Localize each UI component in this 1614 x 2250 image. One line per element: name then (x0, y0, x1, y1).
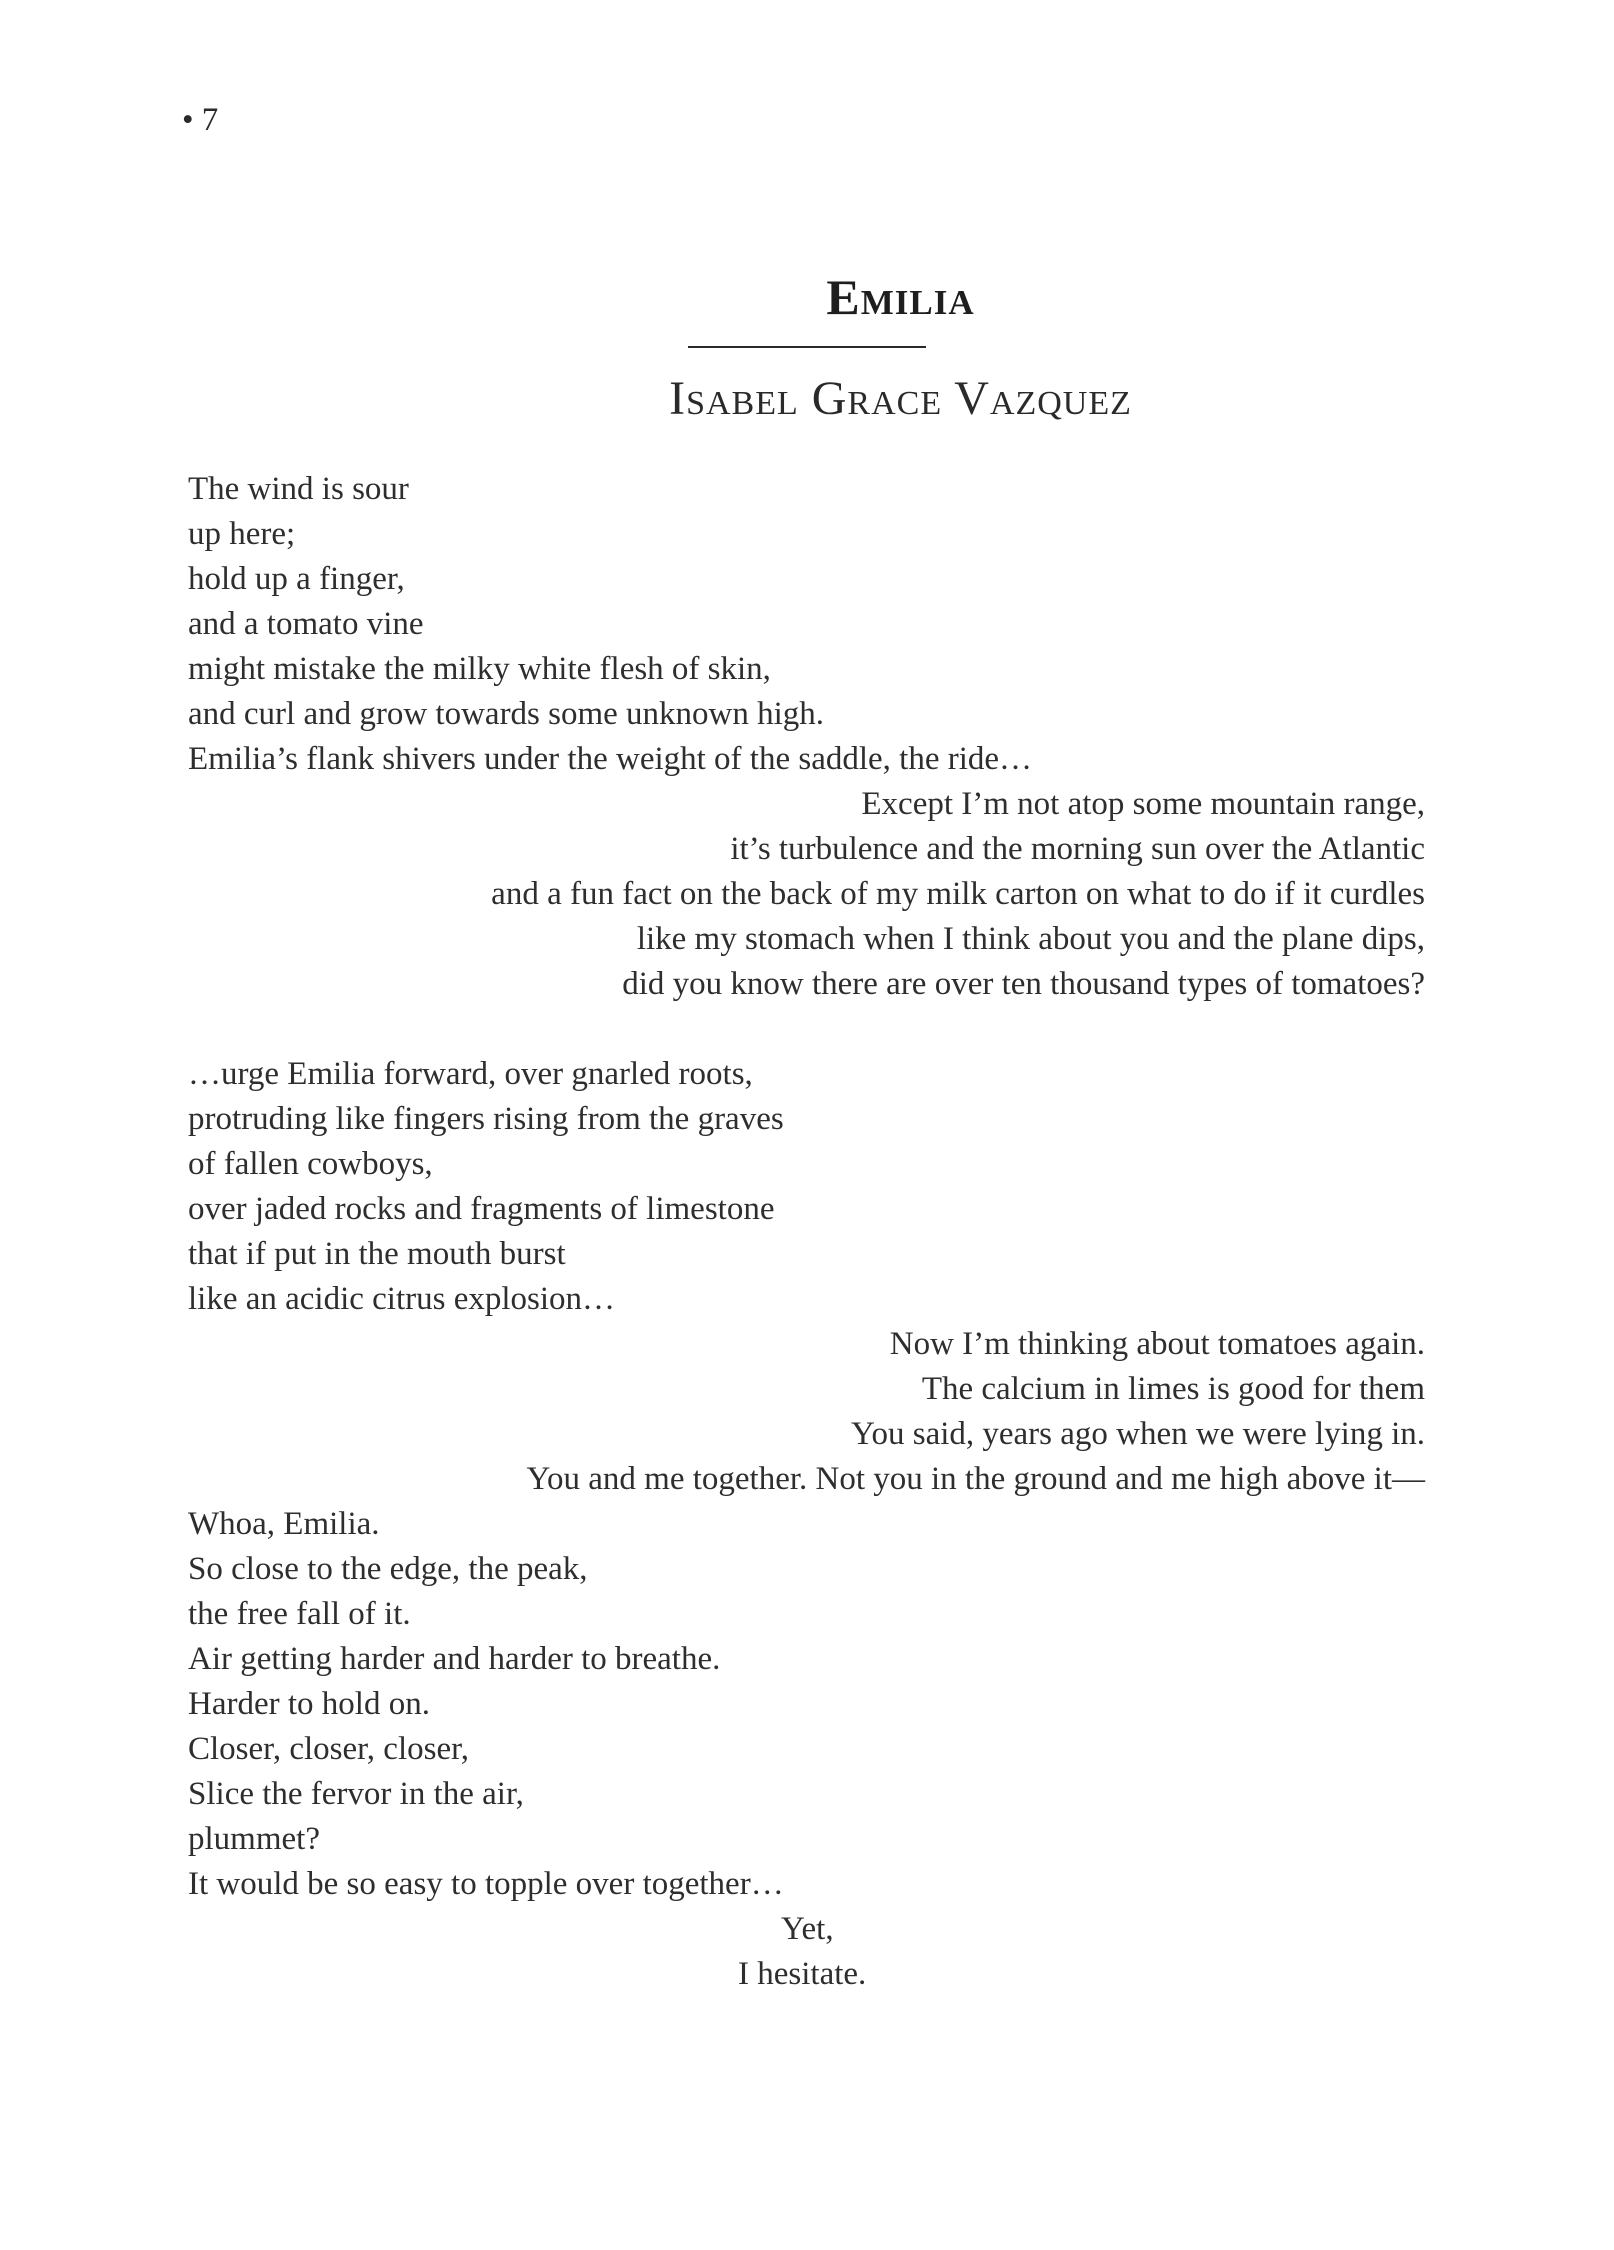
poem-line: did you know there are over ten thousand types of tomatoes? (622, 966, 1425, 1002)
poem-line: the free fall of it. (188, 1596, 411, 1632)
poem-line: protruding like fingers rising from the graves (188, 1101, 784, 1137)
poem-line: might mistake the milky white flesh of skin, (188, 651, 771, 687)
poem-line: Yet, (781, 1911, 834, 1947)
poem-line: It would be so easy to topple over together… (188, 1866, 784, 1902)
poem-line: Air getting harder and harder to breathe. (188, 1641, 721, 1677)
poem-line: I hesitate. (738, 1956, 867, 1992)
page-number: • 7 (182, 102, 219, 138)
poem-line: You and me together. Not you in the ground and me high above it— (526, 1461, 1425, 1497)
poem-author: Isabel Grace Vazquez (669, 372, 1132, 425)
poem-line: plummet? (188, 1821, 320, 1857)
poem-line: You said, years ago when we were lying in. (850, 1416, 1425, 1452)
poem-line: Whoa, Emilia. (188, 1506, 380, 1542)
title-divider (688, 346, 926, 348)
poem-line: it’s turbulence and the morning sun over the Atlantic (730, 831, 1425, 867)
poem-line: that if put in the mouth burst (188, 1236, 566, 1272)
poem-line: Closer, closer, closer, (188, 1731, 470, 1767)
poem-line: Except I’m not atop some mountain range, (861, 786, 1425, 822)
poem-line: …urge Emilia forward, over gnarled roots, (188, 1056, 753, 1092)
poem-body (188, 467, 1425, 1997)
poem-line: Emilia’s flank shivers under the weight of the saddle, the ride… (188, 741, 1033, 777)
poem-line: and a fun fact on the back of my milk carton on what to do if it curdles (491, 876, 1425, 912)
poem-line: So close to the edge, the peak, (188, 1551, 588, 1587)
poem-line: Now I’m thinking about tomatoes again. (889, 1326, 1425, 1362)
poem-line: like my stomach when I think about you and the plane dips, (636, 921, 1425, 957)
poem-title: Emilia (826, 269, 975, 325)
poem-line: and a tomato vine (188, 606, 424, 642)
poem-line: hold up a finger, (188, 561, 405, 597)
poem-line: like an acidic citrus explosion… (188, 1281, 616, 1317)
poem-line: of fallen cowboys, (188, 1146, 433, 1182)
stanza-break (188, 1007, 1425, 1052)
poem-line: and curl and grow towards some unknown high. (188, 696, 825, 732)
poem-line: Slice the fervor in the air, (188, 1776, 524, 1812)
poem-line: The calcium in limes is good for them (921, 1371, 1425, 1407)
poem-line: over jaded rocks and fragments of limestone (188, 1191, 775, 1227)
poem-line: up here; (188, 516, 296, 552)
poem-line: The wind is sour (188, 471, 409, 507)
poem-line: Harder to hold on. (188, 1686, 430, 1722)
